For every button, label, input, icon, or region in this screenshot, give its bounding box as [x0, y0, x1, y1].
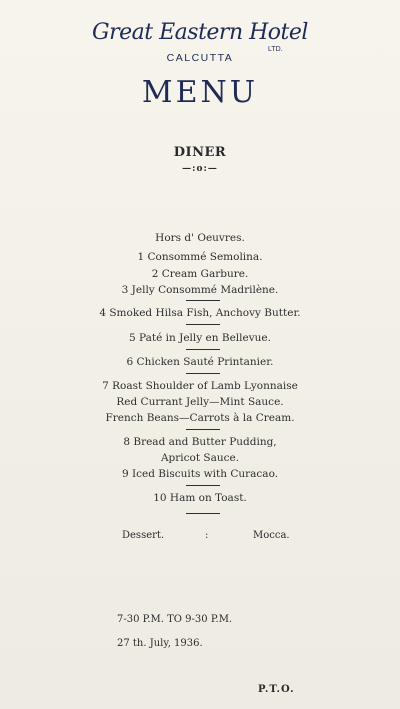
- service-time: 7-30 P.M. TO 9-30 P.M.: [117, 614, 233, 625]
- hotel-city: CALCUTTA: [166, 52, 234, 64]
- course-separator: [186, 300, 220, 301]
- menu-heading: MENU: [141, 75, 259, 110]
- diner-title: DINER: [173, 145, 227, 160]
- dish-9: 9 Iced Biscuits with Curacao.: [121, 468, 279, 480]
- dish-10: 10 Ham on Toast.: [153, 492, 247, 504]
- menu-date: 27 th. July, 1936.: [117, 638, 203, 649]
- dish-8: 8 Bread and Butter Pudding,: [123, 436, 277, 448]
- dish-3: 3 Jelly Consommé Madrilène.: [121, 284, 279, 296]
- course-separator: [186, 429, 220, 430]
- pto-note: P.T.O.: [258, 684, 295, 695]
- dish-5: 5 Paté in Jelly en Bellevue.: [129, 332, 271, 344]
- hotel-ltd: LTD.: [268, 46, 283, 53]
- dessert-colon: :: [205, 530, 209, 541]
- course-separator: [186, 485, 220, 486]
- title-ornament: —:o:—: [182, 164, 218, 174]
- course-separator: [186, 324, 220, 325]
- course-separator: [186, 373, 220, 374]
- dish-2: 2 Cream Garbure.: [151, 268, 249, 280]
- dish-6: 6 Chicken Sauté Printanier.: [126, 356, 274, 368]
- course-separator: [186, 349, 220, 350]
- dish-4: 4 Smoked Hilsa Fish, Anchovy Butter.: [99, 307, 301, 319]
- dessert-label: Dessert.: [122, 530, 165, 541]
- dish-hors-doeuvres: Hors d' Oeuvres.: [155, 232, 245, 244]
- dish-7: 7 Roast Shoulder of Lamb Lyonnaise: [102, 380, 298, 392]
- dish-7-accompaniment: Red Currant Jelly—Mint Sauce.: [116, 396, 284, 408]
- hotel-name: Great Eastern Hotel: [92, 20, 308, 45]
- course-separator: [186, 513, 220, 514]
- dish-7-vegetables: French Beans—Carrots à la Cream.: [105, 412, 295, 424]
- dessert-row: [0, 530, 400, 544]
- dish-1: 1 Consommé Semolina.: [137, 251, 263, 263]
- dish-8-sauce: Apricot Sauce.: [160, 452, 240, 464]
- mocca-label: Mocca.: [253, 530, 290, 541]
